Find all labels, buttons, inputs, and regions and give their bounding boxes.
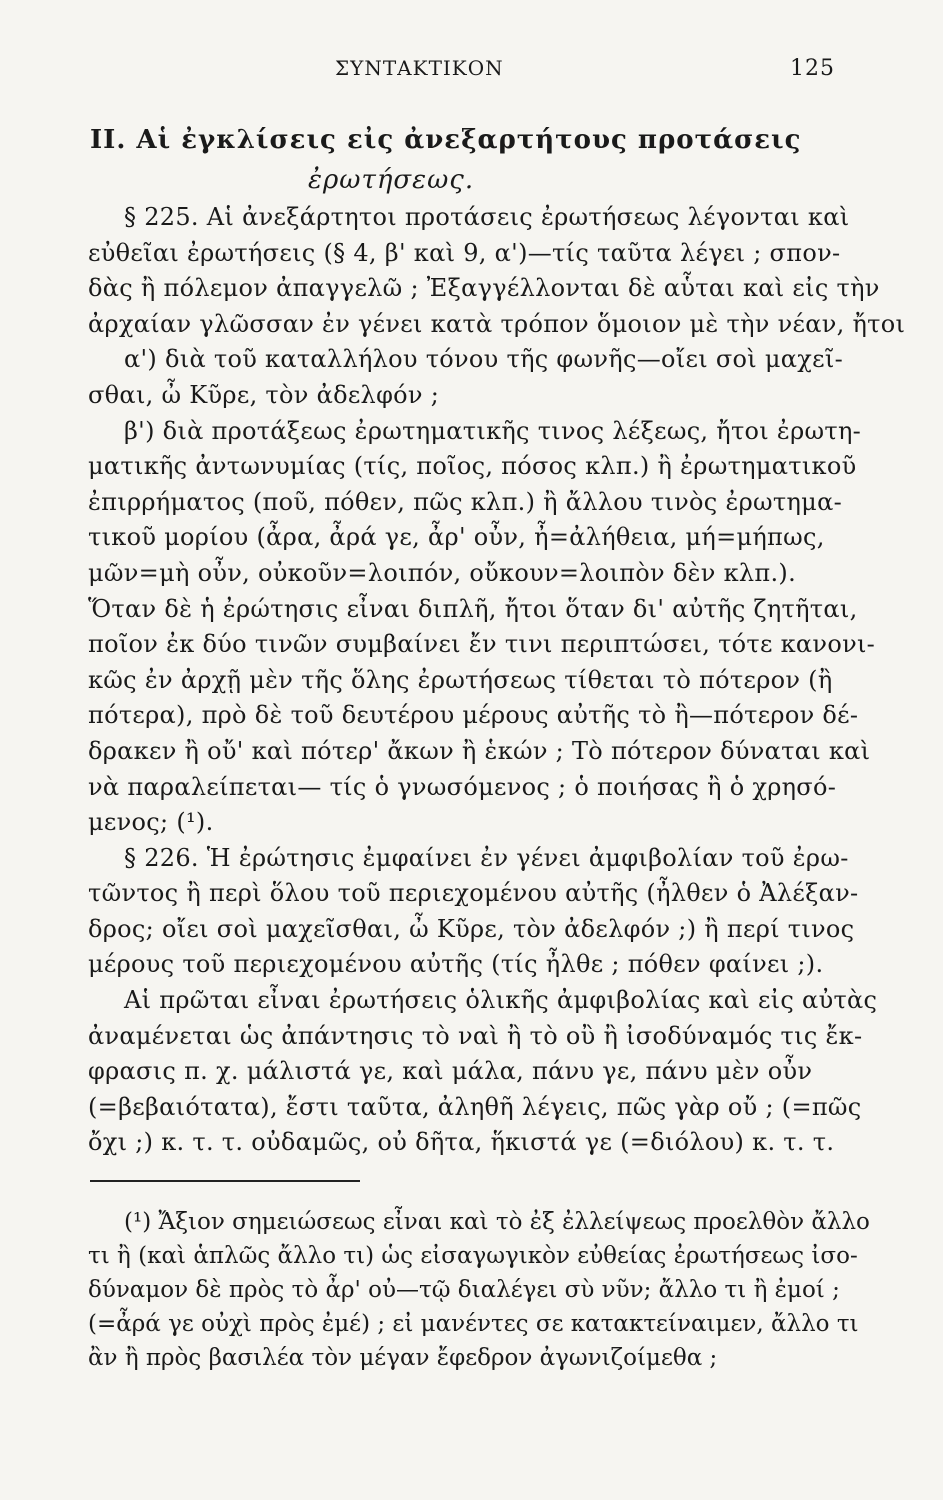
body-line: α') διὰ τοῦ καταλλήλου τόνου τῆς φωνῆς—οἴει σοὶ μαχεῖ- bbox=[124, 345, 844, 374]
page-number: 125 bbox=[790, 56, 835, 81]
body-line: κῶς ἐν ἀρχῇ μὲν τῆς ὅλης ἐρωτήσεως τίθεται τὸ πότερον (ἢ bbox=[88, 665, 833, 694]
running-title: ΣΥΝΤΑΚΤΙΚΟΝ bbox=[335, 56, 504, 80]
body-line: φρασις π. χ. μάλιστά γε, καὶ μάλα, πάνυ γε, πάνυ μὲν οὖν bbox=[88, 1057, 813, 1086]
body-line: νὰ παραλείπεται— τίς ὁ γνωσόμενος ; ὁ ποιήσας ἢ ὁ χρησό- bbox=[88, 772, 837, 801]
footnote-line: (=ἆρά γε οὐχὶ πρὸς ἐμέ) ; εἰ μανέντες σε κατακτείναιμεν, ἄλλο τι bbox=[88, 1311, 859, 1337]
body-line: ἀρχαίαν γλῶσσαν ἐν γένει κατὰ τρόπον ὅμοιον μὲ τὴν νέαν, ἤτοι bbox=[88, 309, 906, 338]
body-text bbox=[88, 200, 906, 1161]
body-line: ποῖον ἐκ δύο τινῶν συμβαίνει ἔν τινι περιπτώσει, τότε κανονι- bbox=[88, 630, 876, 659]
footnote-line: δύναμον δὲ πρὸς τὸ ἆρ' οὐ—τῷ διαλέγει σὺ νῦν; ἄλλο τι ἢ ἐμοί ; bbox=[88, 1277, 840, 1303]
body-line: § 226. Ἡ ἐρώτησις ἐμφαίνει ἐν γένει ἀμφιβολίαν τοῦ ἐρω- bbox=[124, 843, 849, 872]
body-line: ἀναμένεται ὡς ἀπάντησις τὸ ναὶ ἢ τὸ οὒ ἢ ἰσοδύναμός τις ἔκ- bbox=[88, 1021, 863, 1050]
body-line: τικοῦ μορίου (ἆρα, ἆρά γε, ἆρ' οὖν, ἦ=ἀλήθεια, μή=μήπως, bbox=[88, 523, 825, 552]
footnote-line: ἂν ἢ πρὸς βασιλέα τὸν μέγαν ἔφεδρον ἀγωνιζοίμεθα ; bbox=[88, 1345, 718, 1371]
footnote-rule bbox=[90, 1180, 360, 1182]
body-line: § 225. Αἱ ἀνεξάρτητοι προτάσεις ἐρωτήσεως λέγονται καὶ bbox=[124, 203, 850, 231]
body-line: (=βεβαιότατα), ἔστι ταῦτα, ἀληθῆ λέγεις, πῶς γὰρ οὔ ; (=πῶς bbox=[88, 1092, 862, 1121]
footnote bbox=[88, 1205, 870, 1375]
body-line: εὐθεῖαι ἐρωτήσεις (§ 4, β' καὶ 9, α')—τίς ταῦτα λέγει ; σπον- bbox=[88, 238, 841, 267]
section-heading-line-2: ἐρωτήσεως. bbox=[308, 165, 475, 195]
body-line: δρακεν ἢ οὔ' καὶ πότερ' ἄκων ἢ ἑκών ; Τὸ πότερον δύναται καὶ bbox=[88, 736, 871, 765]
body-line: Ὅταν δὲ ἡ ἐρώτησις εἶναι διπλῆ, ἤτοι ὅταν δι' αὐτῆς ζητῆται, bbox=[88, 594, 858, 623]
body-line: πότερα), πρὸ δὲ τοῦ δευτέρου μέρους αὐτῆς τὸ ἢ—πότερον δέ- bbox=[88, 701, 859, 730]
body-line: σθαι, ὦ Κῦρε, τὸν ἀδελφόν ; bbox=[88, 380, 440, 409]
body-line: β') διὰ προτάξεως ἐρωτηματικῆς τινος λέξεως, ἤτοι ἐρωτη- bbox=[124, 416, 862, 445]
body-line: ὄχι ;) κ. τ. τ. οὐδαμῶς, οὐ δῆτα, ἥκιστά γε (=διόλου) κ. τ. τ. bbox=[88, 1128, 835, 1157]
body-line: μῶν=μὴ οὖν, οὐκοῦν=λοιπόν, οὔκουν=λοιπὸν δὲν κλπ.). bbox=[88, 558, 797, 587]
body-line: μενος; (¹). bbox=[88, 808, 214, 837]
footnote-line: (¹) Ἄξιον σημειώσεως εἶναι καὶ τὸ ἐξ ἐλλείψεως προελθὸν ἄλλο bbox=[124, 1209, 870, 1235]
body-line: μέρους τοῦ περιεχομένου αὐτῆς (τίς ἦλθε ; πόθεν φαίνει ;). bbox=[88, 950, 824, 979]
body-line: δὰς ἢ πόλεμον ἀπαγγελῶ ; Ἐξαγγέλλονται δὲ αὗται καὶ εἰς τὴν bbox=[88, 274, 880, 303]
section-heading-line-1: ΙΙ. Αἱ ἐγκλίσεις εἰς ἀνεξαρτήτους προτάσεις bbox=[90, 125, 802, 155]
footnote-line: τι ἢ (καὶ ἁπλῶς ἄλλο τι) ὡς εἰσαγωγικὸν εὐθείας ἐρωτήσεως ἰσο- bbox=[88, 1243, 858, 1269]
body-line: δρος; οἴει σοὶ μαχεῖσθαι, ὦ Κῦρε, τὸν ἀδελφόν ;) ἢ περί τινος bbox=[88, 914, 855, 943]
section-heading bbox=[90, 120, 835, 200]
body-line: τῶντος ἢ περὶ ὅλου τοῦ περιεχομένου αὐτῆς (ἦλθεν ὁ Ἀλέξαν- bbox=[88, 879, 859, 908]
body-line: Αἱ πρῶται εἶναι ἐρωτήσεις ὁλικῆς ἀμφιβολίας καὶ εἰς αὐτὰς bbox=[124, 986, 878, 1015]
body-line: ματικῆς ἀντωνυμίας (τίς, ποῖος, πόσος κλπ.) ἢ ἐρωτηματικοῦ bbox=[88, 452, 857, 481]
body-line: ἐπιρρήματος (ποῦ, πόθεν, πῶς κλπ.) ἢ ἄλλου τινὸς ἐρωτημα- bbox=[88, 487, 842, 516]
